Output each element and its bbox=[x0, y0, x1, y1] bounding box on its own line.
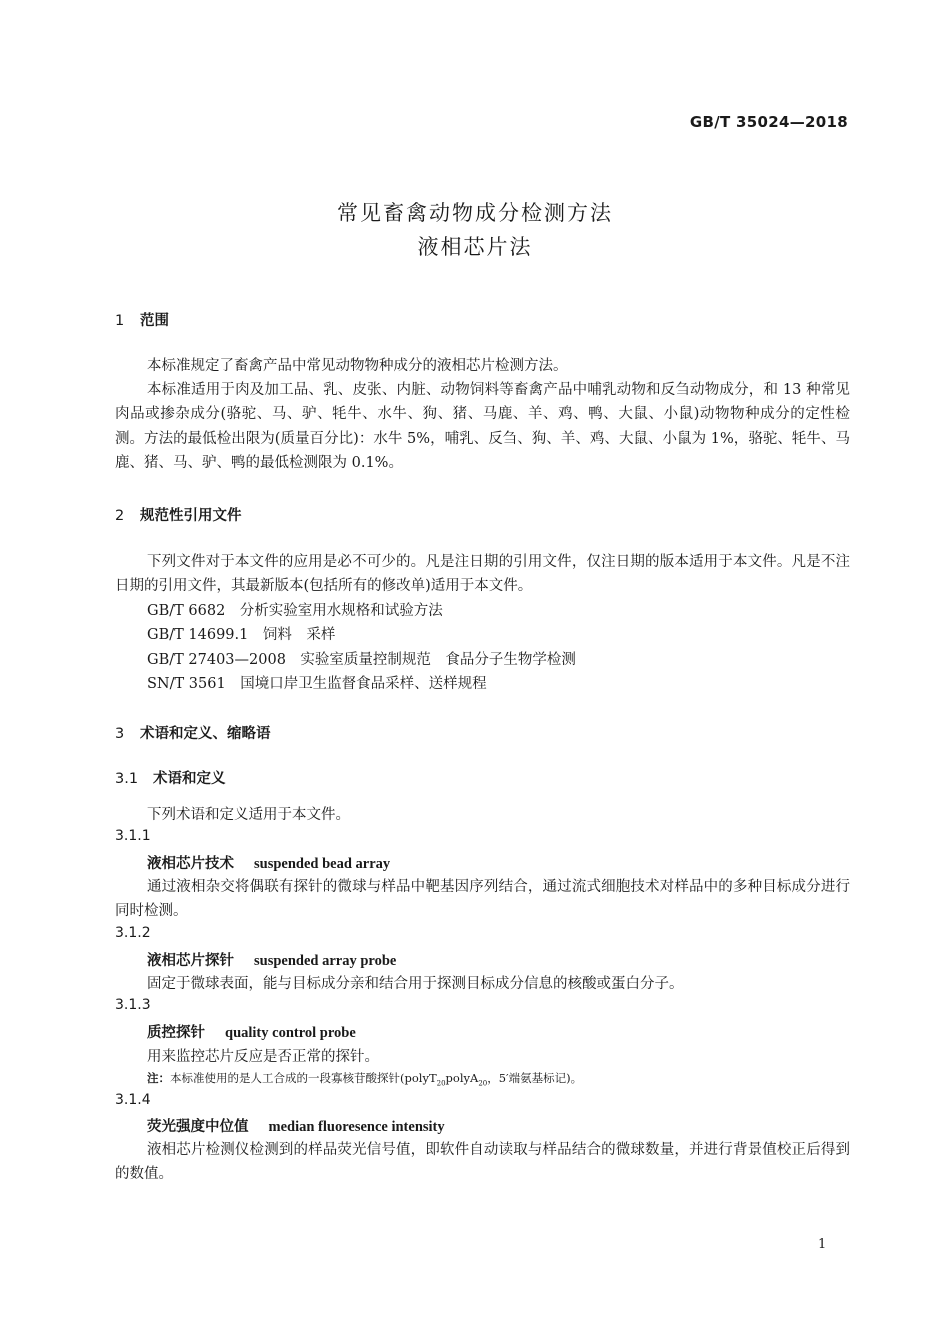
term-english: suspended array probe bbox=[254, 953, 397, 969]
reference-item: GB/T 27403—2008 实验室质量控制规范 食品分子生物学检测 bbox=[147, 652, 576, 668]
subsection-3-1-heading bbox=[115, 767, 226, 788]
subsection-number: 3.1 bbox=[115, 771, 139, 787]
term-note bbox=[147, 1070, 582, 1087]
term-number: 3.1.1 bbox=[115, 828, 151, 844]
term-definition: 通过液相杂交将偶联有探针的微球与样品中靶基因序列结合，通过流式细胞技术对样品中的多种目标成分进行同时检测。 bbox=[115, 879, 850, 920]
term-number: 3.1.2 bbox=[115, 925, 151, 941]
term-english: median fluoresence intensity bbox=[268, 1119, 445, 1135]
term-heading bbox=[147, 852, 390, 873]
term-definition: 用来监控芯片反应是否正常的探针。 bbox=[147, 1049, 379, 1065]
note-subscript: 20 bbox=[478, 1079, 488, 1088]
term-heading bbox=[147, 949, 396, 970]
standard-code: GB/T 35024—2018 bbox=[689, 113, 848, 131]
section-title: 范围 bbox=[140, 313, 169, 329]
term-definition: 固定于微球表面，能与目标成分亲和结合用于探测目标成分信息的核酸或蛋白分子。 bbox=[147, 976, 684, 992]
note-subscript: 20 bbox=[436, 1079, 446, 1088]
scope-paragraph-2: 本标准适用于肉及加工品、乳、皮张、内脏、动物饲料等畜禽产品中哺乳动物和反刍动物成分，和 13 种常见肉品或掺杂成分(骆驼、马、驴、牦牛、水牛、狗、猪、马鹿、羊、鸡、鸭、大鼠、小鼠)动物物种成分的定性检测。方法的最低检出限为(质量百分比)：水牛 5%，哺乳、反刍、狗、羊、鸡、大鼠、小鼠为 1%，骆驼、牦牛、马鹿、猪、马、驴、鸭的最低检测限为 0.1%。 bbox=[115, 382, 850, 471]
document-subtitle: 液相芯片法 bbox=[417, 235, 533, 259]
document-title: 常见畜禽动物成分检测方法 bbox=[337, 201, 613, 225]
section-3-heading bbox=[115, 722, 271, 743]
term-chinese: 荧光强度中位值 bbox=[147, 1119, 249, 1135]
section-number: 1 bbox=[115, 313, 125, 329]
term-chinese: 质控探针 bbox=[147, 1025, 205, 1041]
note-text: 本标准使用的是人工合成的一段寡核苷酸探针(polyT bbox=[170, 1071, 437, 1085]
term-chinese: 液相芯片探针 bbox=[147, 953, 234, 969]
note-text: ，5′端氨基标记)。 bbox=[487, 1071, 583, 1085]
reference-item: GB/T 14699.1 饲料 采样 bbox=[147, 627, 336, 643]
reference-item: SN/T 3561 国境口岸卫生监督食品采样、送样规程 bbox=[147, 676, 487, 692]
subsection-title: 术语和定义 bbox=[153, 771, 226, 787]
term-heading bbox=[147, 1115, 445, 1136]
term-english: suspended bead array bbox=[254, 856, 391, 872]
note-text: polyA bbox=[445, 1071, 479, 1085]
note-label: 注： bbox=[147, 1071, 170, 1085]
term-heading bbox=[147, 1021, 356, 1042]
scope-paragraph-1: 本标准规定了畜禽产品中常见动物物种成分的液相芯片检测方法。 bbox=[147, 358, 568, 374]
section-number: 2 bbox=[115, 508, 125, 524]
references-intro: 下列文件对于本文件的应用是必不可少的。凡是注日期的引用文件，仅注日期的版本适用于本文件。凡是不注日期的引用文件，其最新版本(包括所有的修改单)适用于本文件。 bbox=[115, 554, 850, 595]
section-title: 术语和定义、缩略语 bbox=[140, 726, 271, 742]
section-number: 3 bbox=[115, 726, 125, 742]
term-number: 3.1.4 bbox=[115, 1092, 151, 1108]
section-2-heading bbox=[115, 504, 242, 525]
section-1-heading bbox=[115, 309, 169, 330]
term-chinese: 液相芯片技术 bbox=[147, 856, 234, 872]
term-english: quality control probe bbox=[225, 1025, 356, 1041]
terms-intro: 下列术语和定义适用于本文件。 bbox=[147, 807, 350, 823]
section-title: 规范性引用文件 bbox=[140, 508, 242, 524]
reference-item: GB/T 6682 分析实验室用水规格和试验方法 bbox=[147, 603, 443, 619]
page-number: 1 bbox=[818, 1237, 827, 1252]
term-definition: 液相芯片检测仪检测到的样品荧光信号值，即软件自动读取与样品结合的微球数量，并进行背景值校正后得到的数值。 bbox=[115, 1142, 850, 1183]
term-number: 3.1.3 bbox=[115, 997, 151, 1013]
